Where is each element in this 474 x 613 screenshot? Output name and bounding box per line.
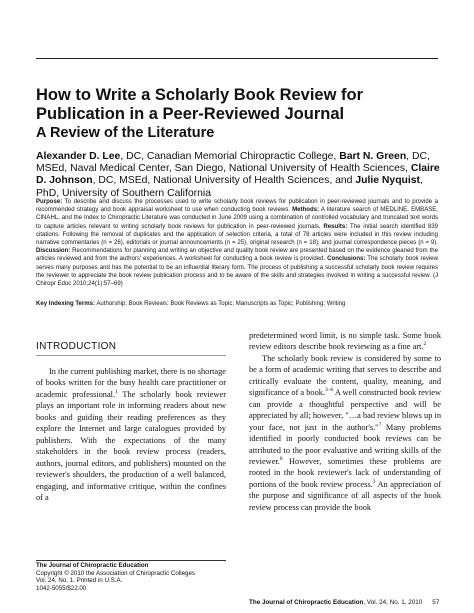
author-name: Bart N. Green	[339, 151, 407, 162]
author-name: Claire D. Johnson	[36, 163, 440, 187]
paragraph-text: However, sometimes these problems are rooted in the book reviewer's lack of understanding of portions of the book review process.	[249, 456, 441, 489]
key-indexing-terms	[36, 300, 438, 308]
section-rule	[36, 355, 226, 356]
copyright-line: Copyright © 2010 the Association of Chiropractic Colleges	[36, 569, 195, 577]
author-name: Alexander D. Lee	[36, 151, 121, 162]
journal-name: The Journal of Chiropractic Education	[36, 562, 149, 569]
author-name: Julie Nyquist	[355, 175, 421, 187]
abstract-conclusions-label: Conclusions:	[327, 256, 366, 263]
abstract-results-label: Results:	[323, 223, 348, 230]
article-title	[36, 86, 436, 124]
body-left-column	[36, 366, 226, 503]
footer-volume: , Vol. 24, No. 1, 2010	[363, 599, 423, 606]
abstract-conclusions: The scholarly book review serves many purposes and has the potential to be an influential literary form. The process of publishing a successful scholarly book review requires the reviewer to appreciate the book review publication process and to be aware of the skills and strategies involved in writing a successful review. (J Chiropr Educ 2010;24(1):57–69)	[36, 256, 438, 288]
paragraph	[249, 353, 441, 513]
page-number: 57	[432, 599, 440, 606]
top-rule	[36, 58, 438, 59]
journal-info-block	[36, 562, 236, 593]
paragraph-text: Many problems identified in poorly conducted book reviews can be attributed to the poor evaluative and writing skills of the reviewer.	[249, 422, 441, 466]
citation-superscript: 8	[279, 456, 283, 463]
footnote-rule	[36, 560, 226, 561]
abstract	[36, 198, 438, 288]
citation-superscript: 3–6	[325, 387, 334, 394]
citation-superscript: 2	[423, 341, 427, 348]
body-right-column	[249, 330, 441, 513]
keywords-text: Authorship; Book Reviews; Book Reviews as Topic; Manuscripts as Topic; Publishing; Writing	[95, 301, 346, 307]
paragraph	[249, 330, 441, 353]
paragraph-text: An appreciation of the purpose and significance of all aspects of the book review process can provide the book	[249, 479, 441, 512]
volume-line: Vol. 24, No. 1. Printed in U.S.A.	[36, 577, 123, 585]
paragraph-text: The scholarly book review is considered by some to be a form of academic writing that serves to describe and critically evaluate the content, quality, meaning, and significance of a book.	[249, 353, 441, 398]
paragraph-text: predetermined word limit, is no simple task. Some book review editors describe book reviewing as a fine art.	[249, 331, 441, 352]
author-affiliation: , DC, Canadian Memorial Chiropractic College,	[120, 151, 340, 162]
abstract-methods-label: Methods:	[292, 207, 320, 214]
citation-superscript: 7	[378, 421, 382, 428]
section-heading-introduction: INTRODUCTION	[36, 341, 117, 352]
citation-superscript: 3	[372, 479, 376, 486]
author-list	[36, 151, 440, 200]
citation-superscript: 1	[115, 389, 118, 396]
paragraph-text: The scholarly book reviewer plays an important role in informing readers about new books and guiding their reading preferences as they explore the Internet and large catalogues provided by publishers. With the expectations of the many stakeholders in the book review process (readers, authors, journal editors, and publishers) mounted on the reviewer's shoulders, the production of a well balanced, engaging, and informative critique, within the confines of a	[36, 389, 227, 502]
title-line-2: Publication in a Peer-Reviewed Journal	[36, 105, 345, 123]
abstract-results: The initial search identified 839 citations. Following the removal of duplicates and the application of selection criteria, a total of 78 articles were included in this review including narrative commentaries (n = 26), editorials or journal announcements (n = 25), original research (n = 18), and journal correspondence pieces (n = 9).	[36, 223, 438, 247]
running-footer	[249, 599, 441, 607]
paragraph-text: A well constructed book review can provide a thoughtful perspective and will be appreciated by all; however, "…a bad review blows up in your face, not just in the author's."	[249, 388, 441, 432]
abstract-purpose: To describe and discuss the processes used to write scholarly book reviews for publication in peer-reviewed journals and to provide a recommended strategy and book appraisal worksheet to use when conducting book reviews.	[36, 199, 438, 214]
author-affiliation: , DC, MSEd, Naval Medical Center, San Diego, National University of Health Sciences,	[36, 151, 430, 175]
abstract-discussion: Recommendations for planning and writing an objective and quality book review are presented based on the evidence gleaned from the articles reviewed and from the authors' experiences. A worksheet for conducting a book review is provided.	[36, 248, 438, 263]
title-line-1: How to Write a Scholarly Book Review for	[36, 86, 364, 104]
keywords-label: Key Indexing Terms:	[36, 301, 96, 307]
article-subtitle: A Review of the Literature	[36, 125, 215, 141]
abstract-purpose-label: Purpose:	[36, 199, 63, 205]
abstract-methods: A literature search of MEDLINE, EMBASE, CINAHL, and the Index to Chiropractic Literature was conducted in June 2009 using a combination of controlled vocabulary and truncated text words to capture articles relevant to writing scholarly book reviews for publication in peer-reviewed journals.	[36, 207, 438, 230]
issn-line: 1042-5055/$22.00	[36, 585, 87, 593]
author-affiliation: , PhD, University of Southern California	[36, 175, 423, 199]
abstract-discussion-label: Discussion:	[36, 248, 71, 255]
author-affiliation: , DC, MSEd, National University of Health Sciences, and	[92, 175, 356, 187]
footer-journal-name: The Journal of Chiropractic Education	[249, 599, 364, 606]
paragraph-text: In the current publishing market, there is no shortage of books written for the busy health care practitioner or academic professional.	[36, 367, 226, 399]
